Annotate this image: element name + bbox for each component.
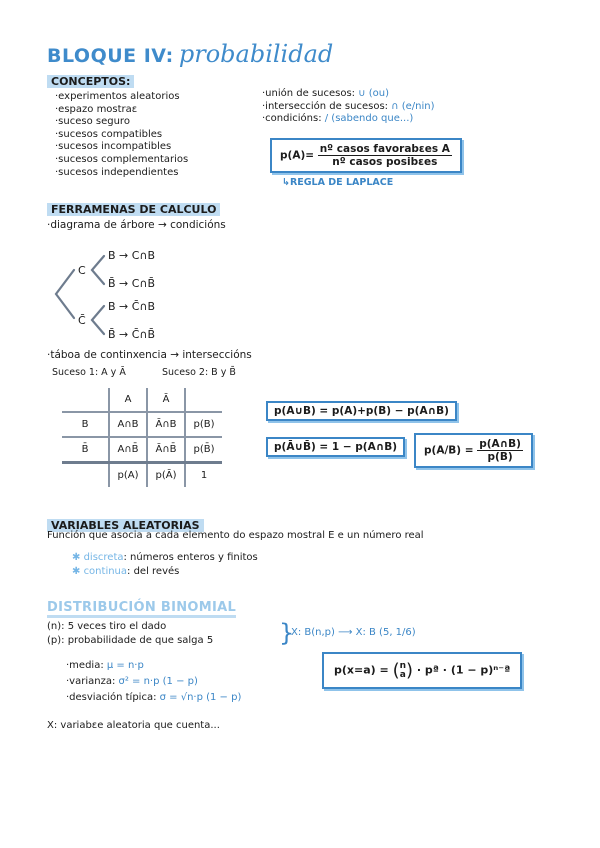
set-operations: [262, 88, 435, 126]
operation-text: ·condicións:: [262, 113, 325, 125]
paren-left-icon: (: [392, 660, 400, 681]
desviacion-value: σ = √n·p (1 − p): [159, 692, 242, 703]
table-cell: A∩B: [109, 412, 147, 437]
binomial-notation: X: B(n,p) ⟶ X: B (5, 1/6): [291, 627, 416, 638]
list-item: ·sucesos incompatibles: [55, 141, 172, 153]
laplace-denominator: nº casos posibεes: [332, 156, 438, 168]
table-header-cell: A: [109, 388, 147, 412]
ferramenas-section: [47, 198, 220, 217]
title-prefix: BLOQUE IV: [47, 45, 166, 67]
table-cell: A∩B̄: [109, 437, 147, 463]
table-row: [62, 463, 222, 488]
tree-cbar-label: C̄: [78, 314, 86, 327]
table-row-header: B̄: [62, 437, 109, 463]
tree-root-branch: [56, 270, 74, 318]
tree-branch-label: B → C∩B: [108, 249, 156, 262]
table-cell: p(A): [109, 463, 147, 488]
table-cell: 1: [185, 463, 222, 488]
list-item: ·experimentos aleatorios: [55, 91, 180, 102]
table-cell: Ā∩B̄: [147, 437, 185, 463]
table-row: [62, 388, 222, 412]
varianza-value: σ² = n·p (1 − p): [118, 676, 198, 687]
variable-type-item: [72, 566, 179, 578]
conceptos-list: [55, 91, 188, 179]
media-line: [66, 660, 144, 672]
ferramenas-heading: FERRAMENAS DE CALCULO: [47, 203, 220, 216]
bullet-icon: ✱: [72, 566, 84, 577]
table-row-header: [62, 463, 109, 488]
operations-list: [262, 88, 435, 126]
binomial-n-line: (n): 5 veces tiro el dado: [47, 621, 167, 632]
list-item: ·sucesos complementarios: [55, 153, 189, 165]
tree-branch-label: B̄ → C∩B̄: [108, 277, 156, 290]
list-item: [262, 88, 435, 101]
media-value: μ = n·p: [106, 660, 144, 671]
list-item: ·espazo mostraε: [55, 103, 138, 115]
union-formula-box: p(A∪B) = p(A)+p(B) − p(A∩B): [266, 401, 457, 421]
variables-definition: Función que asocia a cada elemento do espazo mostral E e un número real: [47, 530, 424, 541]
suceso2-label: Suceso 2: B y B̄: [162, 367, 236, 378]
varianza-line: [66, 676, 198, 688]
laplace-numerator: nº casos favorabεes A: [319, 143, 450, 155]
suceso1-label: Suceso 1: A y Ā: [52, 367, 126, 378]
laplace-rule-note: ↳REGLA DE LAPLACE: [282, 177, 394, 188]
tree-c-label: C: [78, 264, 86, 277]
tree-diagram: [52, 244, 202, 344]
variable-type-text: : números enteros y finitos: [123, 552, 258, 563]
conditional-formula-box: [414, 433, 533, 468]
binomial-coef-top: n: [399, 660, 407, 671]
list-item: ·sucesos independientes: [55, 166, 179, 178]
variables-heading: VARIABLES ALEATORIAS: [47, 519, 204, 532]
table-row-header: B: [62, 412, 109, 437]
operation-text: ·unión de sucesos:: [262, 88, 359, 99]
tree-diagram-line: ·diagrama de árbore → condicións: [47, 219, 226, 231]
list-item: [262, 101, 435, 114]
paren-right-icon: ): [406, 660, 414, 681]
table-cell: p(B): [185, 412, 222, 437]
table-cell: [62, 388, 109, 412]
title-colon: :: [165, 45, 174, 67]
operation-symbol: ∪ (ou): [358, 88, 389, 99]
table-cell: p(Ā): [147, 463, 185, 488]
title-script: probabilidad: [178, 40, 334, 68]
conceptos-section: [47, 70, 188, 179]
complement-formula-box: p(Ā∪B̄) = 1 − p(A∩B): [266, 437, 405, 457]
list-item: [262, 113, 435, 126]
contingency-table: [62, 388, 222, 487]
contingency-line: ·táboa de continxencia → interseccións: [47, 349, 252, 361]
table-cell: p(B̄): [185, 437, 222, 463]
laplace-left: p(A)=: [280, 149, 315, 162]
conditional-numerator: p(A∩B): [479, 438, 521, 450]
operation-symbol: ∩ (e/nin): [391, 100, 435, 112]
list-item: ·suceso seguro: [55, 116, 130, 128]
binomial-formula-left: p(x=a) =: [334, 663, 389, 677]
conditional-denominator: p(B): [487, 451, 513, 463]
bullet-icon: ✱: [72, 552, 84, 563]
media-label: ·media:: [66, 660, 107, 671]
operation-symbol: / (sabendo que...): [324, 113, 414, 125]
table-header-cell: Ā: [147, 388, 185, 412]
tree-branch-label: B → C̄∩B: [108, 300, 156, 313]
tree-cbar-branch: [92, 306, 104, 334]
variable-type-item: [72, 552, 258, 564]
brace-icon: }: [279, 619, 295, 647]
laplace-formula-box: [270, 138, 462, 173]
desviacion-line: [66, 692, 241, 704]
variable-type-label: discreta: [83, 552, 124, 563]
variable-type-label: continua: [83, 566, 128, 577]
varianza-label: ·varianza:: [66, 676, 119, 687]
binomial-formula-right: · pª · (1 − p)ⁿ⁻ª: [416, 663, 511, 677]
table-row: [62, 412, 222, 437]
x-variable-line: X: variabεe aleatoria que cuenta...: [47, 720, 220, 731]
desviacion-label: ·desviación típica:: [66, 692, 160, 703]
binomial-p-line: (p): probabilidade de que salga 5: [47, 635, 214, 646]
page-title: [47, 40, 333, 68]
binomial-heading: DISTRIBUCIÓN BINOMIAL: [47, 600, 236, 618]
binomial-formula-box: [322, 652, 522, 689]
operation-text: ·intersección de sucesos:: [262, 100, 392, 112]
variable-type-text: : del revés: [127, 566, 180, 577]
table-cell: [185, 388, 222, 412]
conceptos-heading: CONCEPTOS:: [47, 75, 134, 88]
tree-branch-label: B̄ → C̄∩B̄: [108, 328, 156, 341]
conditional-fraction: [477, 438, 523, 463]
table-row: [62, 437, 222, 463]
binomial-coef-bottom: a: [399, 669, 406, 680]
list-item: ·sucesos compatibles: [55, 128, 163, 140]
table-cell: Ā∩B: [147, 412, 185, 437]
conditional-left: p(A/B) =: [424, 444, 474, 457]
tree-c-branch: [92, 256, 104, 284]
laplace-fraction: [318, 143, 452, 168]
